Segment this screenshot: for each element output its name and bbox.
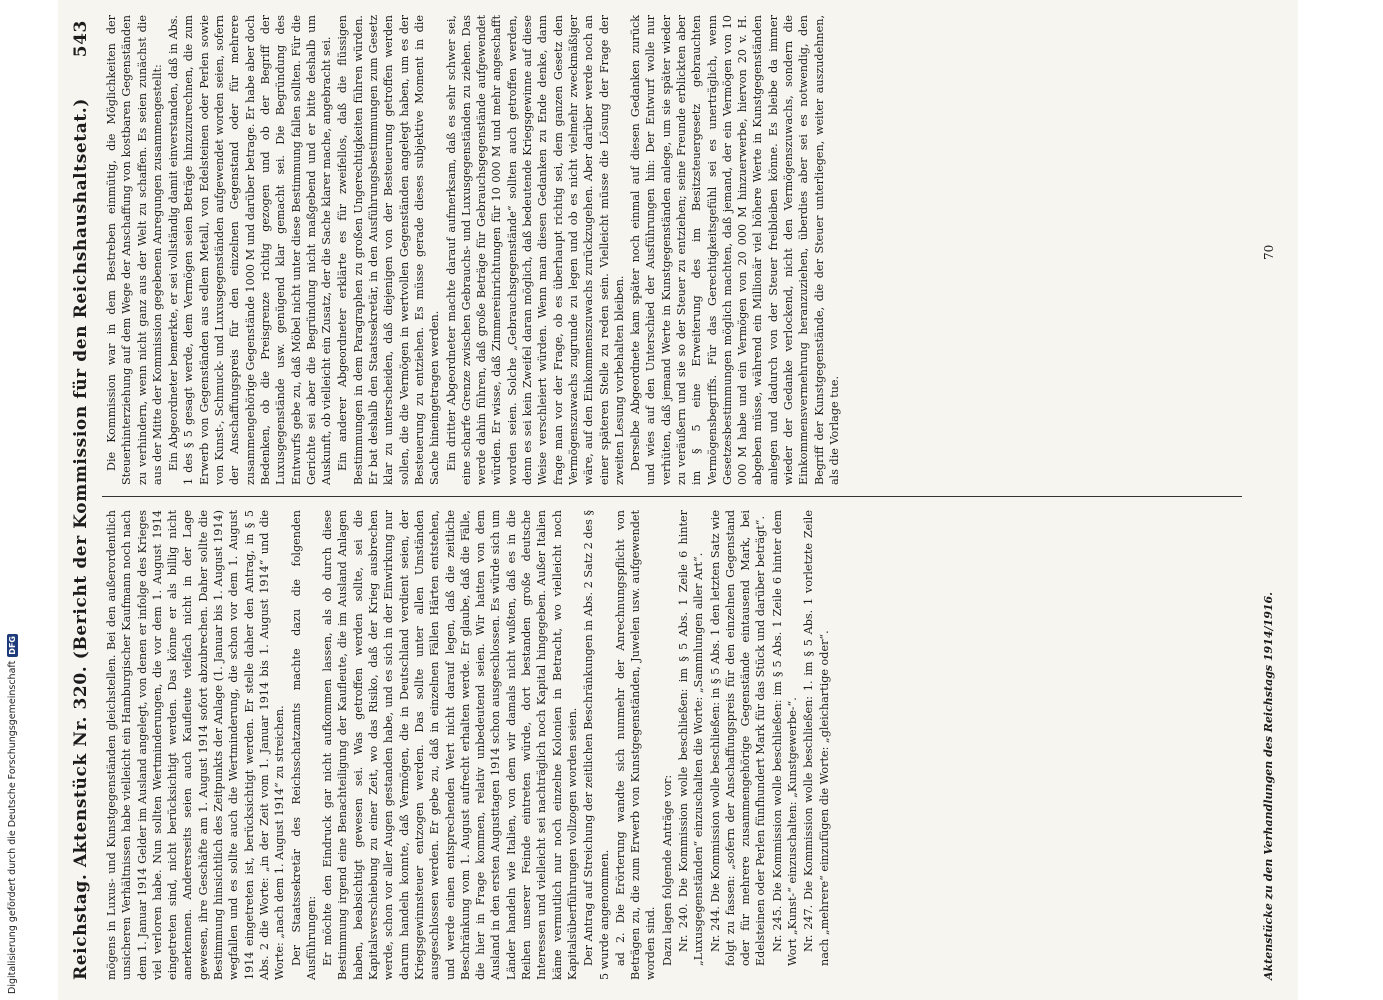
left-column [104, 510, 833, 980]
motion-245: Nr. 245. Die Kommission wolle beschließen: im § 5 Abs. 1 Zeile 6 hinter dem Wort „Kunst-“ einzuschalten: „Kunstgewerbe-“. [770, 510, 800, 966]
footer-note: Aktenstücke zu den Verhandlungen des Reichstags 1914/1916. [1262, 592, 1275, 980]
paragraph: ad 2. Die Erörterung wandte sich nunmehr der Anrechnungspflicht von Beträgen zu, die zum Erwerb von Kunstgegenständen, Juwelen usw. aufgewendet worden sind. [613, 510, 658, 980]
header-title: Reichstag. Aktenstück Nr. 320. (Bericht der Kommission für den Reichshaushaltsetat.) [71, 98, 91, 980]
paragraph: mögens in Luxus- und Kunstgegenständen gleichstellen. Bei den außerordentlich unsicheren Verhältnissen habe vielleicht ein Hamburgischer Kaufmann noch nach dem 1. Januar 1914 Gelder im Ausland angelegt, von denen er infolge des Krieges viel verloren habe. Nun sollten Wertminderungen, die vor dem 1. August 1914 eingetreten sind, nicht berücksichtigt werden. Das könne er als billig nicht anerkennen. Andererseits seien auch Kaufleute vielfach nicht in der Lage gewesen, ihre Geschäfte am 1. August 1914 sofort abzubrechen. Daher sollte die Bestimmung hinsichtlich des Zeitpunkts der Anlage (1. Januar bis 1. August 1914) wegfallen und es sollte auch die Wertminderung, die schon vor dem 1. August 1914 eingetreten ist, berücksichtigt werden. Er stelle daher den Antrag, in § 5 Abs. 2 die Worte: „in der Zeit vom 1. Januar 1914 bis 1. August 1914“ und die Worte: „nach dem 1. August 1914“ zu streichen. [105, 510, 287, 980]
paragraph: Ein anderer Abgeordneter erklärte es für zweifellos, daß die flüssigen Bestimmungen in dem Paragraphen zu großen Ungerechtigkeiten führen würden. Er bat deshalb den Staatssekretär, in den Ausführungsbestimmungen zum Gesetz klar zu unterscheiden, daß diejenigen von der Besteuerung getroffen werden sollen, die die Vermögen in wertvollen Gegenständen angelegt haben, um es der Besteuerung zu entziehen. Es müsse gerade dieses subjektive Moment in die Sache hineingetragen werden. [336, 15, 442, 485]
paragraph: Er möchte den Eindruck gar nicht aufkommen lassen, als ob durch diese Bestimmung irgend eine Benachteiligung der Kaufleute, die im Ausland Anlagen haben, beabsichtigt gewesen sei. Was getroffen werden sollte, sei die Kapitalsverschiebung zu einer Zeit, wo das Risiko, daß der Krieg ausbrechen werde, schon vor aller Augen gestanden habe, und es sich in der Einwirkung nur darum handeln konnte, daß Vermögen, die in Deutschland verdient seien, der Kriegsgewinnsteuer entzogen werden. Das sollte unter allen Umständen ausgeschlossen werden. Er gebe zu, daß in einzelnen Fällen Härten entstehen, und werde einen entsprechenden Wert nicht darauf legen, daß die zeitliche Beschränkung vom 1. August aufrecht erhalten werde. Er glaube, daß die Fälle, die hier in Frage kommen, relativ unbedeutend seien. Wir hatten von dem Ausland in den ersten Augusttagen 1914 schon ausgeschlossen. Es würde sich um Länder handeln wie Italien, von dem wir damals nicht wußten, daß es in die Reihen unserer Feinde eintreten würde, dort bestanden große deutsche Interessen und vielleicht sei nachträglich noch Kapital hingegeben. Außer Italien käme vermutlich nur noch einzelne Kolonien in Betracht, wo vielleicht noch Kapitalsüberführungen vollzogen worden seien. [321, 510, 579, 980]
page-header [64, 20, 98, 980]
scanned-page [58, 0, 1298, 1000]
motion-247: Nr. 247. Die Kommission wolle beschließen: 1. im § 5 Abs. 1 vorletzte Zeile nach „mehrere“ einzufügen die Worte: „gleichartige oder“. [802, 510, 831, 966]
paragraph: Die Kommission war in dem Bestreben einmütig, die Möglichkeiten der Steuerhinterziehung auf dem Wege der Anschaffung von kostbaren Gegenständen zu verhindern, wenn nicht ganz aus der Welt zu schaffen. Es seien zunächst die aus der Mitte der Kommission gegebenen Anregungen zusammengestellt: [105, 15, 164, 485]
right-column [104, 15, 843, 485]
paragraph: Derselbe Abgeordnete kam später noch einmal auf diesen Gedanken zurück und wies auf den Unterschied der Ausführungen hin: Der Entwurf wolle nur verhüten, daß jemand Werte in Kunstgegenständen anlege, um sie später wieder zu veräußern und sie so der Steuer zu entziehen; seine Freunde erblickten aber im § 5 eine Erweiterung des im Besitzsteuergesetz gebrauchten Vermögensbegriffs. Für das Gerechtigkeitsgefühl sei es unerträglich, wenn Gesetzesbestimmungen möglich machten, daß jemand, der ein Vermögen von 10 000 M habe und ein Vermögen von 20 000 M hinzuerwerbe, hiervon 20 v. H. abgeben müsse, während ein Millionär viel höhere Werte in Kunstgegenständen anlegen und dadurch von der Steuer freibleiben könne. Es bleibe da immer wieder der Gedanke verlockend, nicht den Vermögenszuwachs, sondern die Einkommensvermehrung heranzuziehen, überdies aber sei es notwendig, den Begriff der Kunstgegenstände, die der Steuer unterliegen, weiter auszudehnen, als die Vorlage tue. [629, 15, 841, 485]
motion-240: Nr. 240. Die Kommission wolle beschließen: im § 5 Abs. 1 Zeile 6 hinter „Luxusgegenständen“ einzuschalten die Worte: „Sammlungen aller Art“. [676, 510, 706, 966]
footer-page-number: 70 [1262, 244, 1276, 260]
digitization-text: Digitalisierung gefördert durch die Deutsche Forschungsgemeinschaft [7, 660, 18, 994]
paragraph: Der Antrag auf Streichung der zeitlichen Beschränkungen in Abs. 2 Satz 2 des § 5 wurde angenommen. [582, 510, 611, 980]
paragraph: Ein dritter Abgeordneter machte darauf aufmerksam, daß es sehr schwer sei, eine scharfe Grenze zwischen Gebrauchs- und Luxusgegenständen zu ziehen. Das werde dahin führen, daß große Beträge für Gebrauchsgegenstände aufgewendet würden. Er wisse, daß Zimmereinrichtungen für 10 000 M und mehr angeschafft worden seien. Solche „Gebrauchsgegenstände“ sollten auch getroffen werden, denn es sei kein Zweifel daran möglich, daß bedeutende Kriegsgewinne auf diese Weise verschleiert würden. Wenn man diesen Gedanken zu Ende denke, dann frage man vor der Frage, ob es überhaupt richtig sei, dem ganzen Gesetz den Vermögenszuwachs zugrunde zu legen und ob es nicht vielmehr zweckmäßiger wäre, auf den Einkommenszuwachs zurückzugehen. Aber darüber werde noch an einer späteren Stelle zu reden sein. Vielleicht müsse die Lösung der Frage der zweiten Lesung vorbehalten bleiben. [444, 15, 626, 485]
paragraph: Dazu lagen folgende Anträge vor: [660, 774, 674, 966]
column-divider [102, 496, 1242, 497]
paragraph: Der Staatssekretär des Reichsschatzamts machte dazu die folgenden Ausführungen: [289, 510, 318, 980]
paragraph: Ein Abgeordneter bemerkte, er sei vollständig damit einverstanden, daß in Abs. 1 des § 5 gesagt werde, dem Vermögen seien Beträge hinzuzurechnen, die zum Erwerb von Gegenständen aus edlem Metall, von Edelsteinen oder Perlen sowie von Kunst-, Schmuck- und Luxusgegenständen aufgewendet worden seien, sofern der Anschaffungspreis für den einzelnen Gegenstand oder für mehrere zusammengehörige Gegenstände 1000 M und darüber betrage. Er habe aber doch Bedenken, ob die Preisgrenze richtig gezogen und ob der Begriff der Luxusgegenstände usw. genügend klar gemacht sei. Die Begründung des Entwurfs gebe zu, daß Möbel nicht unter diese Bestimmung fallen sollten. Für die Gerichte sei aber die Begründung nicht maßgebend und er bitte deshalb um Auskunft, ob vielleicht ein Zusatz, der die Sache klarer mache, angebracht sei. [167, 15, 334, 485]
header-page-number: 543 [71, 20, 91, 58]
dfg-logo-icon: DFG [8, 636, 17, 655]
digitization-credit [7, 634, 18, 994]
motion-244: Nr. 244. Die Kommission wolle beschließen: in § 5 Abs. 1 den letzten Satz wie folgt zu fassen: „sofern der Anschaffungspreis für den einzelnen Gegenstand oder für mehrere zusammengehörige Gegenstände eintausend Mark, bei Edelsteinen oder Perlen fünfhundert Mark für das Stück und darüber beträgt“. [708, 510, 768, 966]
